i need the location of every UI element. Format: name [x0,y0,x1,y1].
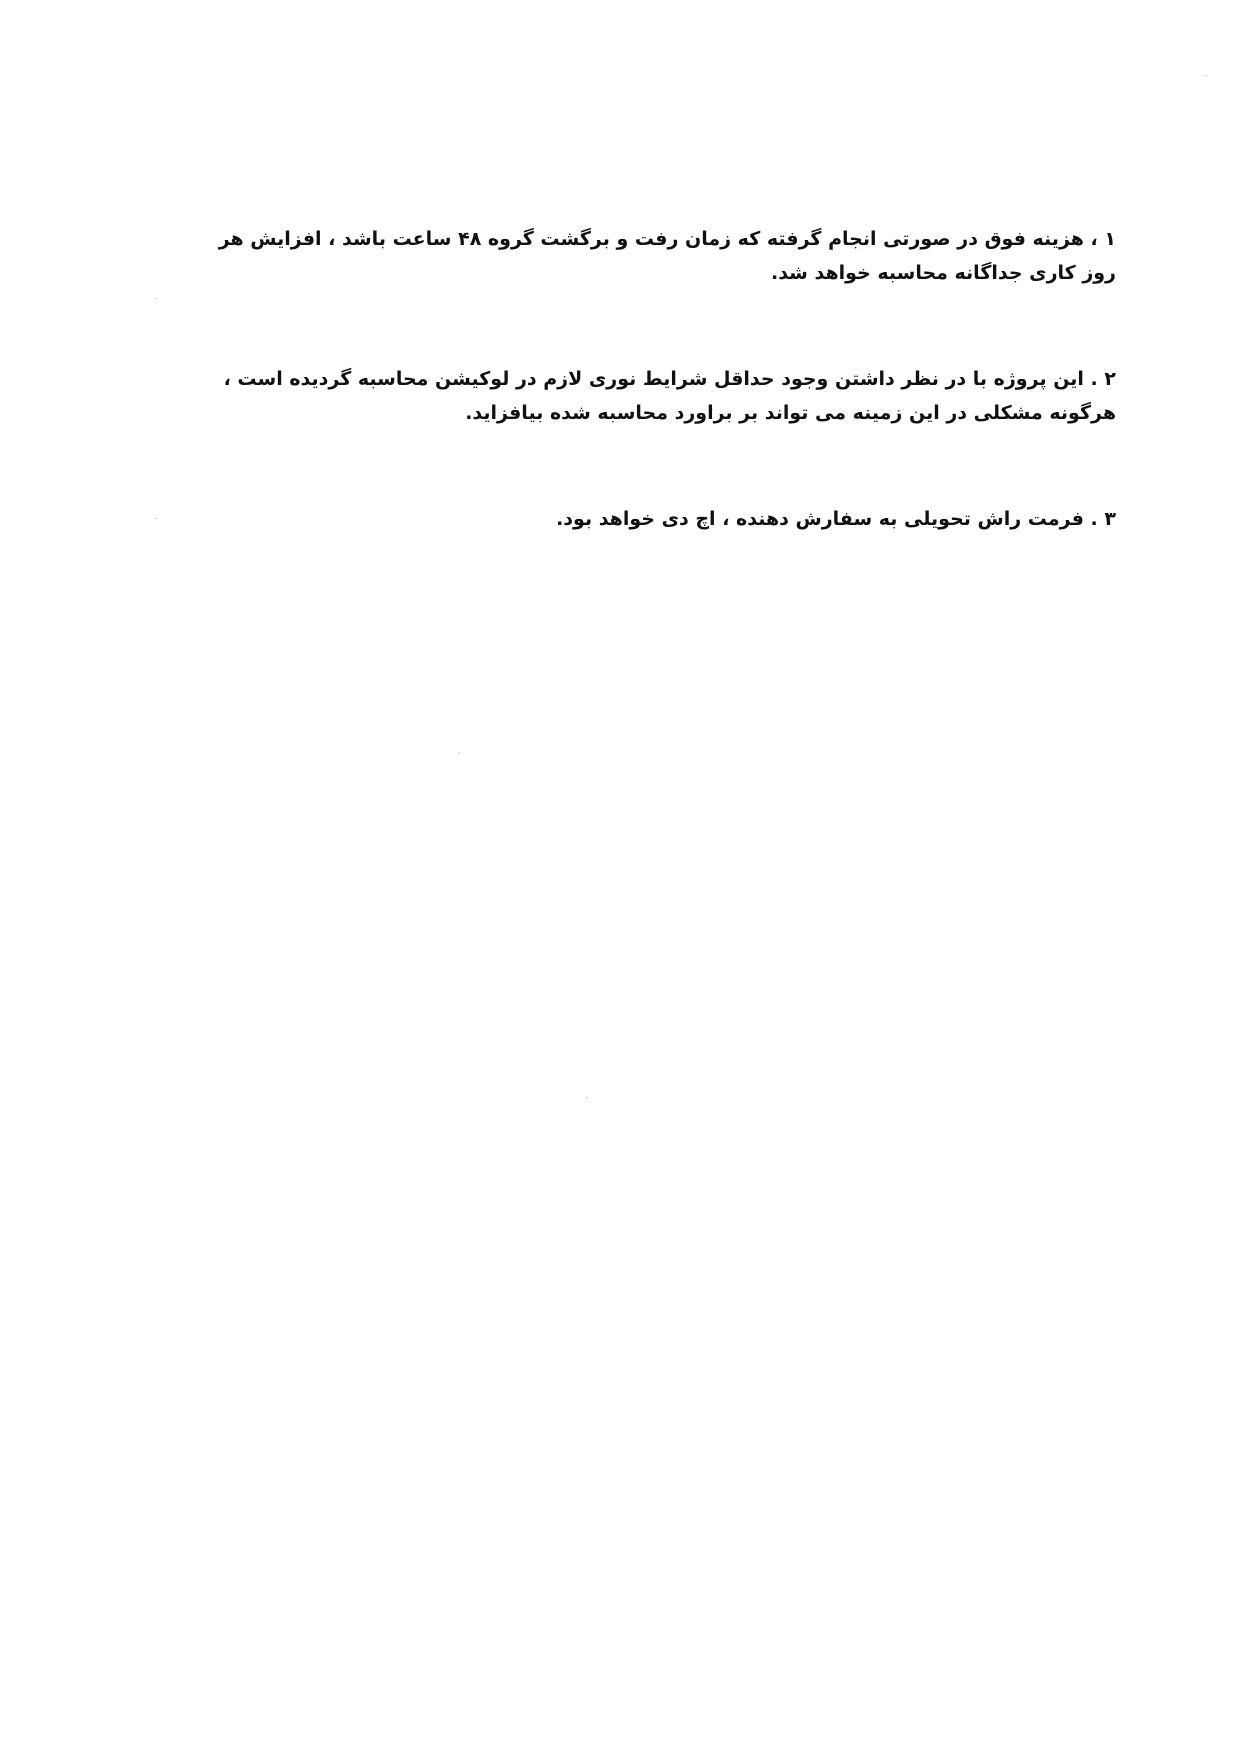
scan-speck [1205,75,1207,76]
scan-speck [458,752,460,753]
note-item-1: ۱ ، هزینه فوق در صورتی انجام گرفته که زمان رفت و برگشت گروه ۴۸ ساعت باشد ، افزایش هر روز کاری جداگانه محاسبه خواهد شد. [218,228,1116,284]
scan-speck [586,1097,588,1098]
scan-speck [155,298,157,299]
note-item-3: ۳ . فرمت راش تحویلی به سفارش دهنده ، اچ دی خواهد بود. [556,508,1116,530]
scan-speck [155,518,157,519]
note-item-2: ۲ . این پروژه با در نظر داشتن وجود حداقل شرایط نوری لازم در لوکیشن محاسبه گردیده است ، هرگونه مشکلی در این زمینه می تواند بر براورد محاسبه شده بیافزاید. [223,368,1116,424]
